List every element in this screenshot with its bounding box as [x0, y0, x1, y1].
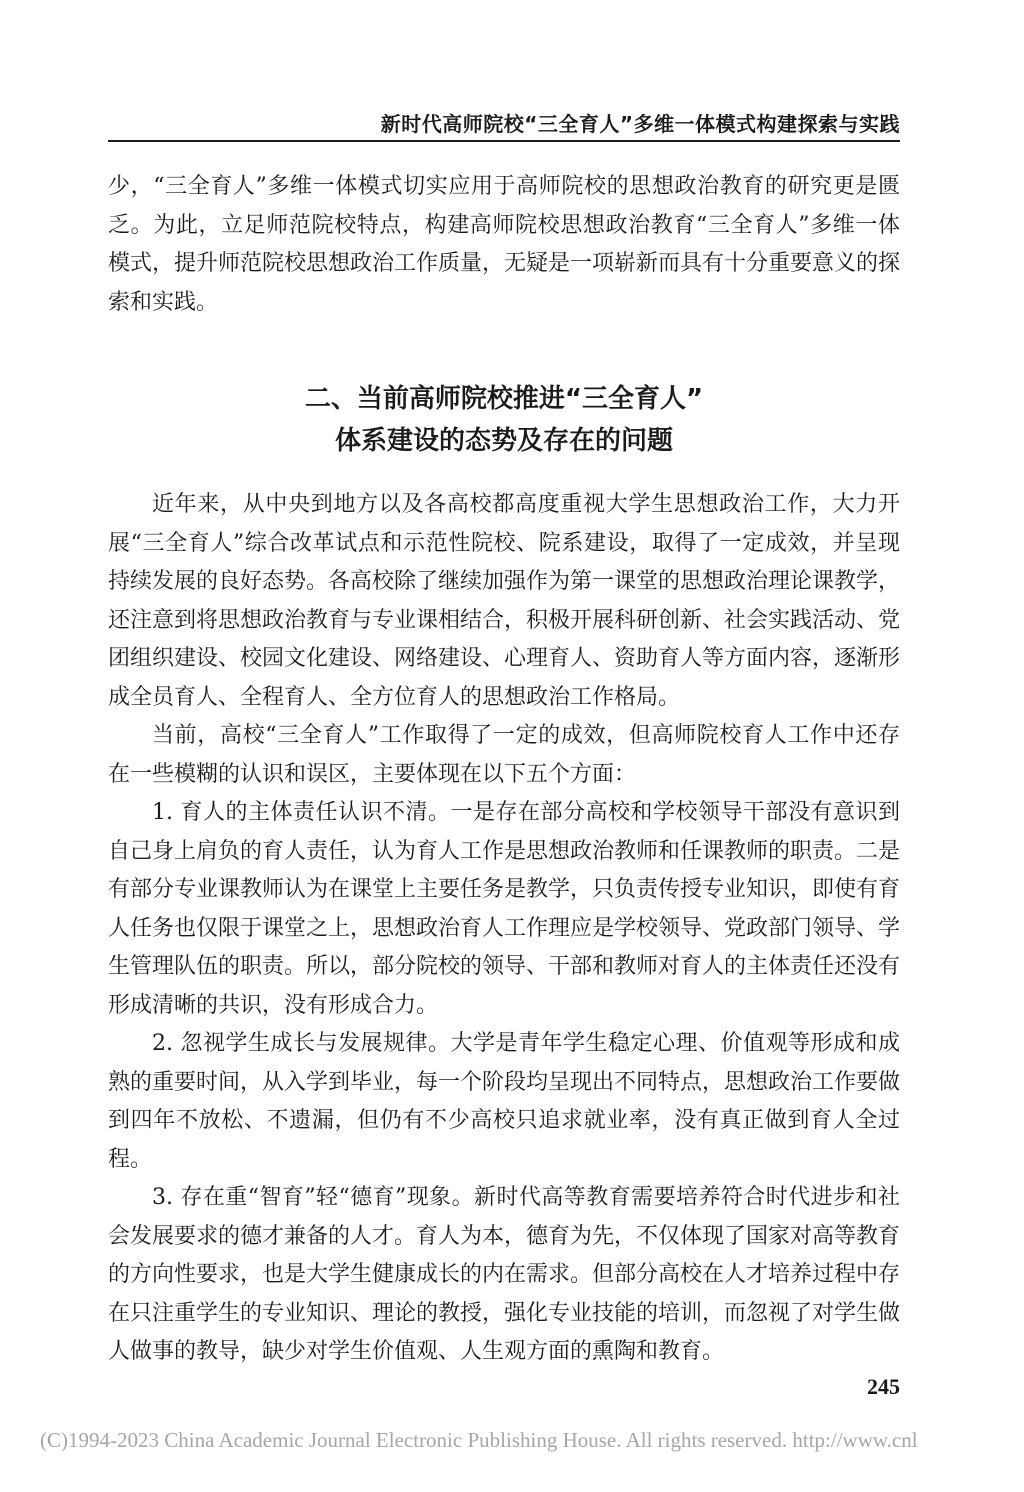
body-paragraph-5: 3. 存在重“智育”轻“德育”现象。新时代高等教育需要培养符合时代进步和社会发展要求的德才兼备的人才。育人为本，德育为先，不仅体现了国家对高等教育的方向性要求，也是大学生健康成长的内在需求。但部分高校在人才培养过程中存在只注重学生的专业知识、理论的教授，强化专业技能的培训，而忽视了对学生做人做事的教导，缺少对学生价值观、人生观方面的熏陶和教育。: [108, 1185, 901, 1364]
copyright-watermark: (C)1994-2023 China Academic Journal Electronic Publishing House. All rights reserved. http://www.cnl: [40, 1428, 918, 1452]
header-rule: [108, 140, 900, 142]
body-paragraph-3: 1. 育人的主体责任认识不清。一是存在部分高校和学校领导干部没有意识到自己身上肩负的育人责任，认为育人工作是思想政治教师和任课教师的职责。二是有部分专业课教师认为在课堂上主要任务是教学，只负责传授专业知识，即使有育人任务也仅限于课堂之上，思想政治育人工作理应是学校领导、党政部门领导、学生管理队伍的职责。所以，部分院校的领导、干部和教师对育人的主体责任还没有形成清晰的共识，没有形成合力。: [108, 800, 901, 1018]
body-paragraph-1: 近年来，从中央到地方以及各高校都高度重视大学生思想政治工作，大力开展“三全育人”综合改革试点和示范性院校、院系建设，取得了一定成效，并呈现持续发展的良好态势。各高校除了继续加强作为第一课堂的思想政治理论课教学，还注意到将思想政治教育与专业课相结合，积极开展科研创新、社会实践活动、党团组织建设、校园文化建设、网络建设、心理育人、资助育人等方面内容，逐渐形成全员育人、全程育人、全方位育人的思想政治工作格局。: [108, 492, 901, 710]
section-heading-line-1: 二、当前高师院校推进“三全育人”: [304, 384, 704, 414]
running-header: 新时代高师院校“三全育人”多维一体模式构建探索与实践: [380, 112, 900, 136]
section-heading: [108, 378, 900, 462]
body-paragraph-2: 当前，高校“三全育人”工作取得了一定的成效，但高师院校育人工作中还存在一些模糊的认识和误区，主要体现在以下五个方面：: [108, 723, 900, 787]
intro-paragraph: 少，“三全育人”多维一体模式切实应用于高师院校的思想政治教育的研究更是匮乏。为此，立足师范院校特点，构建高师院校思想政治教育“三全育人”多维一体模式，提升师范院校思想政治工作质量，无疑是一项崭新而具有十分重要意义的探索和实践。: [108, 174, 901, 315]
section-heading-line-2: 体系建设的态势及存在的问题: [334, 426, 673, 456]
section-body: [108, 486, 900, 1372]
body-paragraph-4: 2. 忽视学生成长与发展规律。大学是青年学生稳定心理、价值观等形成和成熟的重要时间，从入学到毕业，每一个阶段均呈现出不同特点，思想政治工作要做到四年不放松、不遗漏，但仍有不少高校只追求就业率，没有真正做到育人全过程。: [108, 1031, 901, 1172]
page-number: 245: [867, 1374, 900, 1399]
intro-block: [108, 168, 900, 322]
